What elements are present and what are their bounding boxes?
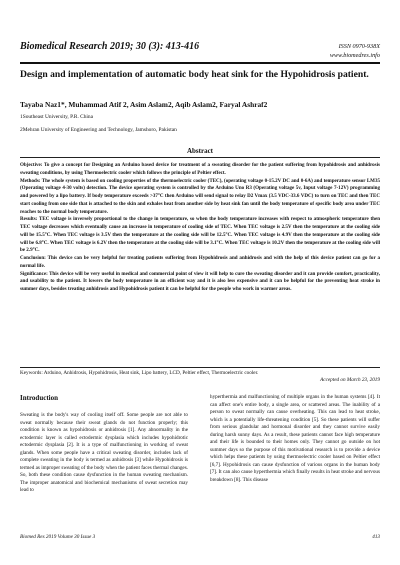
- paper-title: Design and implementation of automatic body heat sink for the Hypohidrosis patient.: [20, 69, 369, 80]
- introduction-heading: Introduction: [20, 394, 58, 402]
- affiliation-2: 2Mehran University of Engineering and Technology, Jamshoro, Pakistan: [20, 127, 177, 133]
- introduction-left-text: Sweating is the body's way of cooling itself off. Some people are not able to sweat normally because their sweat glands do not function properly; this condition is known as hypohidrosis or anhidrosis [1]. Any abnormality in the ectodermic layer is called ectodermic dysplasia which includes hypohidrotic ectodermic dysplasia [2]. It is a type of malfunctioning in working of sweat glands. When some people have a critical sweating disorder, includes lack of complete sweating in the body is termed as anhidrosis [3] while Hypohidrosis is termed as improper sweating of the body when the patient faces thermal changes. So, both these condition cause dysfunction in the human sweating mechanism. The improper anatomical and biochemical mechanisms of sweat secretion may lead to: [20, 412, 188, 493]
- abstract-body: [20, 162, 380, 294]
- keywords: Keywords: Arduino, Anhidrosis, Hypohidrosis, Heat sink, Lipo battery, LCD, Peltier effect, Thermoelectric cooler.: [20, 370, 259, 376]
- abstract-methods: Methods: The whole system is based on cooling properties of the thermoelectric cooler (TEC), (operating voltage 0-15.2V DC and 0-6A) and temperature sensor LM35 (Operating voltage 4-30 volts) detection. The device operating system is controlled by the Arduino Uno R3 (Operating voltage 5v, Input voltage 7-12V) programming and powered by a lipo battery. If body temperature exceeds >37°C then Arduino will send signal to relay D2 Vmax (3.5 VDC-33.6 VDC) to turn on TEC and then TEC start cooling from one side that is attached to the skin and exhales heat from another side by heat sink fan until the body temperature of specific body area under TEC reaches to the normal body temperature.: [20, 177, 380, 215]
- right-column: [210, 394, 380, 484]
- abstract-results: Results: TEC voltage is inversely proportional to the change in temperature, so when the body temperature increases with respect to atmospheric temperature then TEC voltage decreases which eventually cause an increase in temperature of cooling side of TEC. When TEC voltage is 2.5V then the temperature at the cooling side will be 15.5°C. When TEC voltage is 3.5V then the temperature at the cooling side will be 12.5°C. When TEC voltage is 4.9V then the temperature at the cooling side will be 6.8°C. When TEC voltage is 6.2V then the temperature at the cooling side will be 3.1°C. When TEC voltage is 10.2V then the temperature at the cooling side will be 2.9°C.: [20, 216, 380, 254]
- page-number: 413: [372, 534, 380, 540]
- footer-citation: Biomed Res 2019 Volume 30 Issue 3: [20, 534, 96, 540]
- header-rule: [20, 62, 380, 64]
- journal-website: www.biomedres.info: [329, 52, 380, 59]
- affiliation-1: 1Southeast University, P.R. China: [20, 114, 94, 120]
- issn: ISSN 0970-938X: [338, 43, 380, 50]
- introduction-right-text: hyperthermia and malfunctioning of multiple organs in the human systems [4]. It can affect one's entire body, a single area, or scattered areas. The inability of a person to sweat normally can cause overheating. This can lead to heat stroke, which is a potentially life-threatening condition [5]. So these patients will suffer from serious glandular and hormonal disorder and they cannot survive easily during harsh sunny days. As a result, these patients cannot face high temperature and their life is bounded to their homes only. They cannot go outside on hot summer days so the purpose of this motivational research is to provide a device which helps these patients by using thermoelectric cooler based on Peltier effect [6,7]. Hypohidrosis can cause dysfunction of various organs in the human body [7]. It can also cause hyperthermia which finally results in heat stroke and nervous breakdown [8]. This disease: [210, 394, 380, 483]
- abstract-bottom-rule: [20, 367, 380, 368]
- abstract-significance: Significance: This device will be very useful in medical and commercial point of view it will help to cure the sweating disorder and it can provide comfort, practicality, and usability to the patient. It lowers the body temperature in an efficient way and it is also less expensive and it can be helpful for the preventing heat stroke in summer days, besides treating anhidrosis and Hypohidrosis patient it can be helpful for the people who work in warmer areas.: [20, 270, 380, 292]
- author-list: Tayaba Naz1*, Muhammad Atif 2, Asim Aslam2, Aqib Aslam2, Faryal Ashraf2: [20, 100, 268, 109]
- left-column: [20, 394, 188, 495]
- journal-meta: [330, 42, 380, 60]
- accepted-date: Accepted on March 23, 2019: [320, 377, 380, 383]
- abstract-heading: Abstract: [186, 147, 214, 155]
- abstract-objective: Objective: To give a concept for Designing an Arduino based device for treatment of a sweating disorder for the patient suffering from hypohidrosis and anhidrosis sweating conditions, by using Thermoelectric cooler which follows the principle of Peltier effect.: [20, 162, 380, 176]
- abstract-top-rule: [20, 157, 380, 158]
- journal-header: Biomedical Research 2019; 30 (3): 413-416: [20, 41, 200, 52]
- abstract-conclusion: Conclusion: This device can be very helpful for treating patients suffering from Hypohidrosis and anhidrosis and with the help of this device patient can go for a normal life.: [20, 255, 380, 269]
